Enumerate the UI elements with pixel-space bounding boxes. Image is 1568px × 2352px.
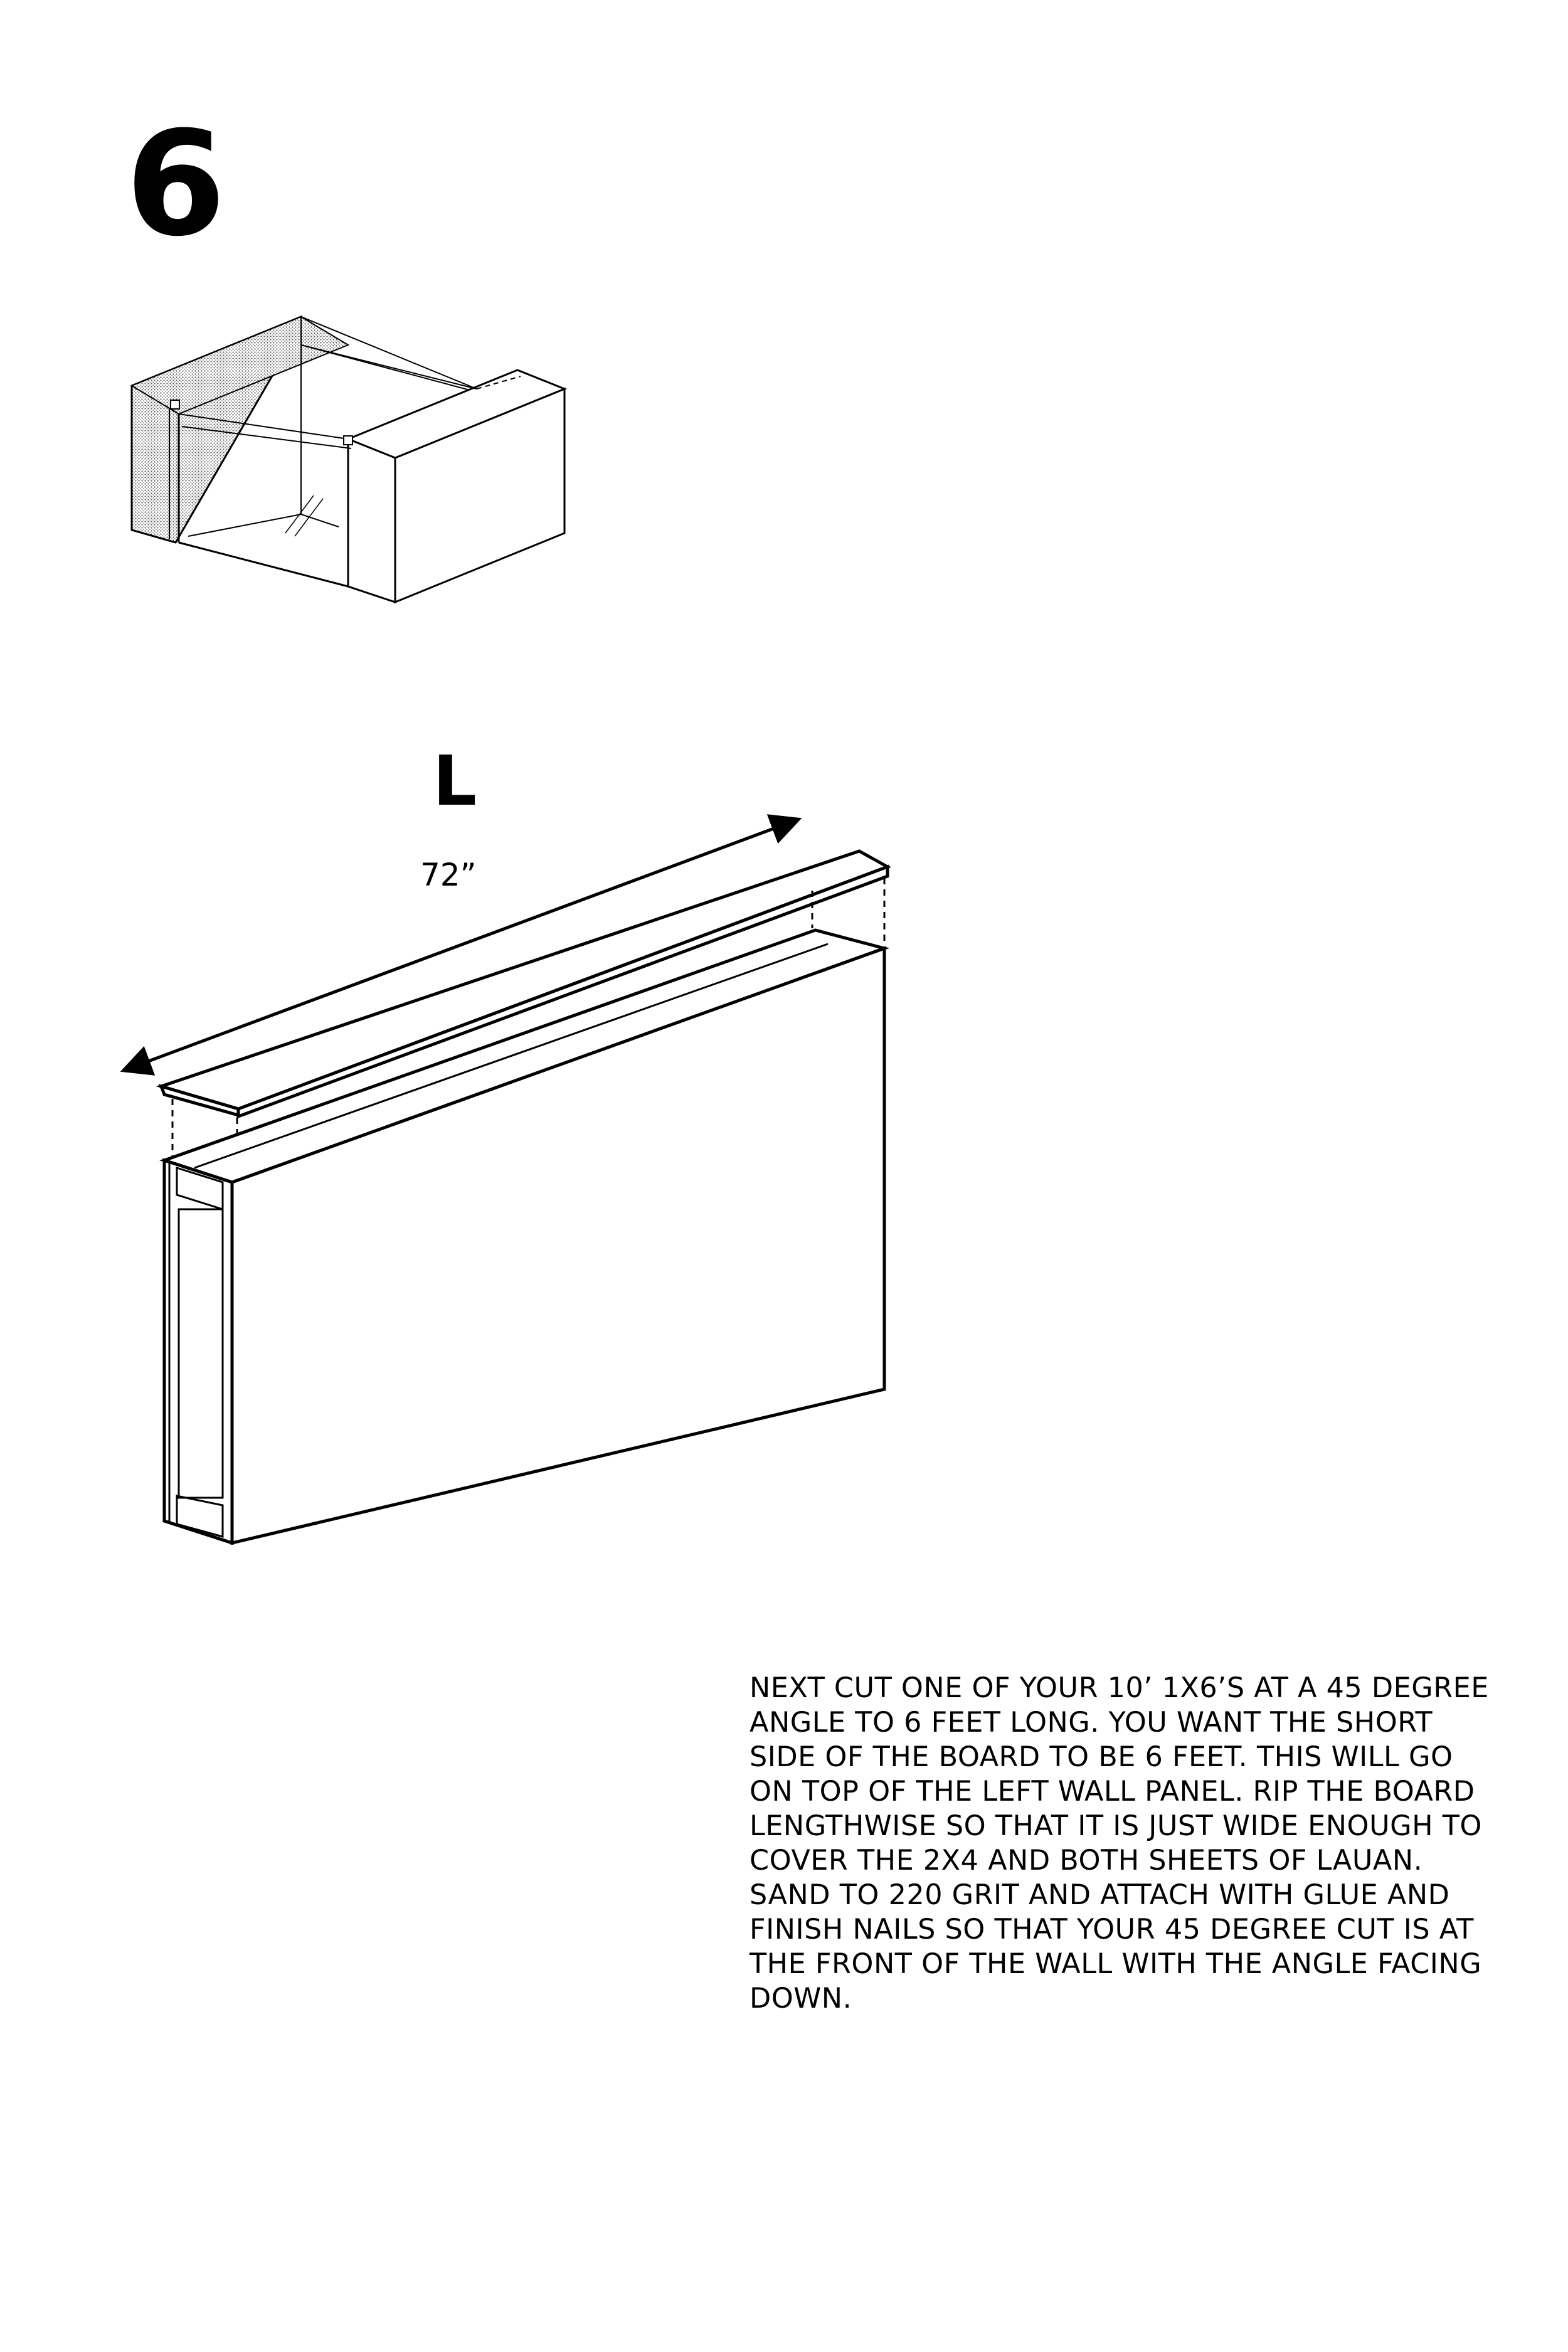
left-wall-panel [164,930,884,1543]
dimension-label: 72” [420,857,477,893]
step-number: 6 [125,101,224,268]
part-label: L [433,741,477,821]
instructions-text: NEXT CUT ONE OF YOUR 10’ 1X6’S AT A 45 DEGREE ANGLE TO 6 FEET LONG. YOU WANT THE SHORT SIDE OF THE BOARD TO BE 6 FEET. THIS WILL GO ON TOP OF THE LEFT WALL PANEL. RIP THE BOARD LENGTHWISE SO THAT IT IS JUST WIDE ENOUGH TO COVER THE 2X4 AND BOTH SHEETS OF LAUAN. SAND TO 220 GRIT AND ATTACH WITH GLUE AND FINISH NAILS SO THAT YOUR 45 DEGREE CUT IS AT THE FRONT OF THE WALL WITH THE ANGLE FACING DOWN. [750,1672,1489,2015]
